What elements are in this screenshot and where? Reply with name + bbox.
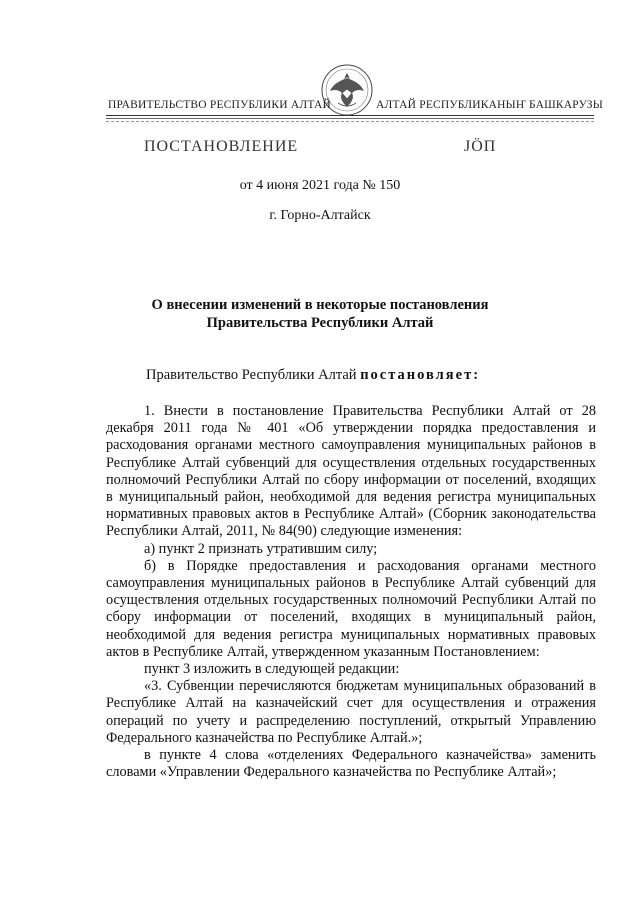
doc-title	[0, 296, 640, 332]
lead-sentence	[146, 367, 480, 384]
doc-type-altai: ЈӦП	[464, 138, 497, 155]
doc-title-line-1: О внесении изменений в некоторые постановления	[151, 297, 489, 313]
paragraph-item-3-text: «3. Субвенции перечисляются бюджетам муниципальных образований в Республике Алтай на казначейский счет для осуществления и отражения операций по учету и распределению поступлений, открытый Управлению Федерального казначейства по Республике Алтай.»;	[106, 678, 596, 746]
header-rule	[106, 115, 594, 116]
paragraph-item-3-intro: пункт 3 изложить в следующей редакции:	[144, 661, 400, 678]
lead-subject: Правительство Республики Алтай	[146, 367, 361, 383]
doc-title-line-2: Правительства Республики Алтай	[206, 315, 434, 331]
paragraph-1: 1. Внести в постановление Правительства Республики Алтай от 28 декабря 2011 года № 401 «Об утверждении порядка предоставления и расходования органами местного самоуправления муниципальных районов в Республике Алтай субвенций для осуществления отдельных государственных полномочий Республики Алтай по сбору информации от поселений, входящих в муниципальный район, необходимой для ведения регистра муниципальных нормативных правовых актов в Республике Алтай» (Сборник законодательства Республики Алтай, 2011, № 84(90) следующие изменения:	[106, 403, 596, 540]
lead-verb: постановляет:	[360, 367, 481, 383]
paragraph-b: б) в Порядке предоставления и расходования органами местного самоуправления муниципальных районов в Республике Алтай субвенций для осуществления отдельных государственных полномочий Республики Алтай по сбору информации от поселений, входящих в муниципальный район, необходимой для ведения регистра муниципальных нормативных правовых актов в Республике Алтай, утвержденном указанным Постановлением:	[106, 557, 596, 660]
doc-body	[106, 403, 596, 781]
doc-type-russian: ПОСТАНОВЛЕНИЕ	[144, 138, 299, 155]
paragraph-a: а) пункт 2 признать утратившим силу;	[144, 540, 378, 557]
header-org-russian: ПРАВИТЕЛЬСТВО РЕСПУБЛИКИ АЛТАЙ	[108, 99, 332, 111]
doc-city: г. Горно-Алтайск	[269, 208, 371, 223]
header-org-altai: АЛТАЙ РЕСПУБЛИКАНЫҤ БАШКАРУЗЫ	[376, 99, 603, 111]
doc-date-number: от 4 июня 2021 года № 150	[239, 178, 401, 193]
header-rule-second	[106, 118, 594, 119]
header-rule-third	[106, 121, 594, 122]
paragraph-item-4: в пункте 4 слова «отделениях Федерального казначейства» заменить словами «Управлении Федерального казначейства по Республике Алтай»;	[106, 747, 596, 781]
